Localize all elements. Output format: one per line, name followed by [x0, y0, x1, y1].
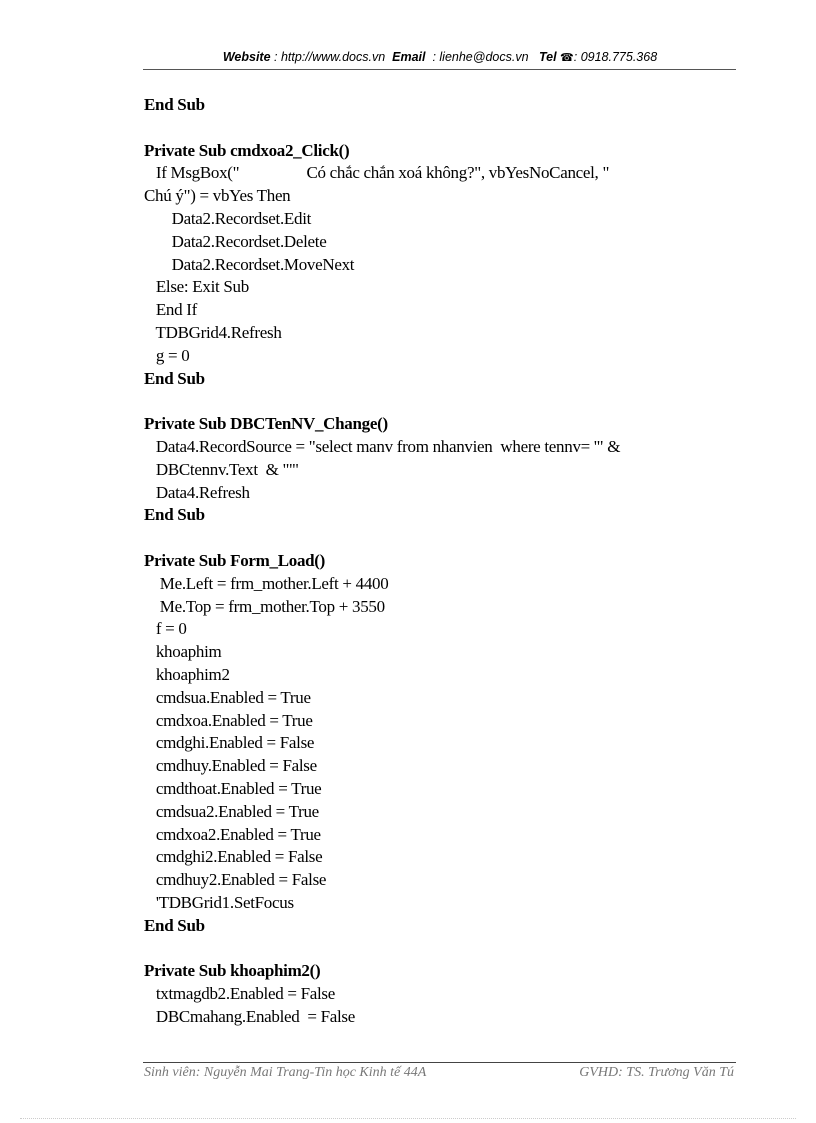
code-line: Data4.Refresh: [144, 482, 250, 502]
website-value: : http://www.docs.vn: [274, 50, 386, 64]
code-line: Data2.Recordset.Delete: [144, 231, 327, 251]
code-line: cmdghi2.Enabled = False: [144, 847, 323, 867]
code-line: cmdxoa.Enabled = True: [144, 710, 313, 730]
code-line: Data2.Recordset.Edit: [144, 208, 312, 228]
page-footer: [144, 1065, 734, 1081]
code-line: [144, 937, 736, 960]
page-header: [144, 50, 736, 64]
code-line: cmdthoat.Enabled = True: [144, 778, 322, 798]
code-line: txtmagdb2.Enabled = False: [144, 984, 335, 1004]
code-line: f = 0: [144, 619, 187, 639]
code-line-heading: Private Sub Form_Load(): [144, 550, 326, 570]
code-line-heading: Private Sub cmdxoa2_Click(): [144, 140, 350, 160]
code-line: DBCmahang.Enabled = False: [144, 1006, 355, 1026]
code-line: [144, 527, 736, 550]
code-line-heading: End Sub: [144, 915, 205, 935]
website-label: Website: [222, 50, 271, 64]
code-line: Me.Left = frm_mother.Left + 4400: [144, 573, 389, 593]
code-line: cmdghi.Enabled = False: [144, 733, 315, 753]
header-divider: [143, 69, 736, 70]
code-line: [144, 117, 736, 140]
footer-supervisor: GVHD: TS. Trương Văn Tú: [579, 1065, 734, 1080]
code-line: Chú ý") = vbYes Then: [144, 186, 291, 206]
code-line: cmdxoa2.Enabled = True: [144, 824, 321, 844]
email-label: Email: [392, 50, 426, 64]
phone-icon: ☎: [560, 52, 574, 64]
code-line: g = 0: [144, 345, 190, 365]
code-line: 'TDBGrid1.SetFocus: [144, 892, 294, 912]
tel-label: Tel: [538, 50, 557, 64]
code-line: Else: Exit Sub: [144, 277, 249, 297]
code-line: khoaphim: [144, 642, 222, 662]
code-line: khoaphim2: [144, 664, 230, 684]
code-line-heading: End Sub: [144, 368, 205, 388]
code-line: cmdhuy.Enabled = False: [144, 756, 317, 776]
email-value: : lienhe@docs.vn: [432, 50, 529, 64]
code-line-heading: End Sub: [144, 95, 205, 114]
code-line: cmdhuy2.Enabled = False: [144, 870, 327, 890]
footer-divider: [143, 1062, 736, 1063]
code-line: cmdsua.Enabled = True: [144, 687, 311, 707]
code-line: TDBGrid4.Refresh: [144, 322, 282, 342]
code-line: End If: [144, 300, 198, 320]
code-listing: [144, 94, 736, 1029]
code-line: [144, 390, 736, 413]
code-line: Data4.RecordSource = "select manv from nhanvien where tennv= '" &: [144, 436, 621, 456]
code-line: Me.Top = frm_mother.Top + 3550: [144, 596, 385, 616]
code-line-heading: End Sub: [144, 505, 205, 525]
code-line: cmdsua2.Enabled = True: [144, 801, 319, 821]
page-bottom-border: [20, 1118, 796, 1119]
code-line: DBCtennv.Text & "'": [144, 459, 299, 479]
code-line: Data2.Recordset.MoveNext: [144, 254, 355, 274]
code-line: If MsgBox(" Có chắc chắn xoá không?", vbYesNoCancel, ": [144, 163, 610, 183]
footer-student: Sinh viên: Nguyễn Mai Trang-Tin học Kinh tế 44A: [144, 1065, 427, 1080]
tel-value: : 0918.775.368: [573, 50, 658, 64]
code-line-heading: Private Sub khoaphim2(): [144, 961, 321, 981]
code-line-heading: Private Sub DBCTenNV_Change(): [144, 414, 388, 434]
